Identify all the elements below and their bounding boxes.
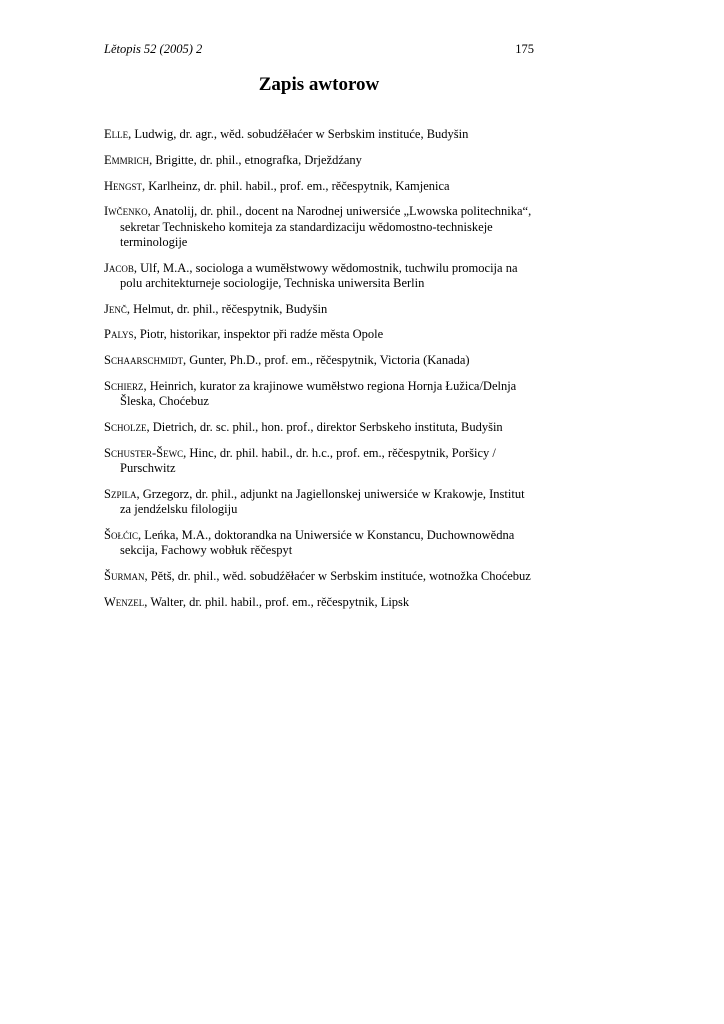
author-entry bbox=[104, 569, 536, 584]
author-entry bbox=[104, 127, 536, 142]
author-surname: Schierz bbox=[104, 378, 144, 393]
author-details: , Ulf, M.A., sociologa a wuměłstwowy wědomostnik, tuchwilu promocija na polu architekturneje sociologije, Techniska uniwersita Berlin bbox=[120, 260, 518, 290]
author-details: , Piotr, historikar, inspektor při radźe města Opole bbox=[133, 327, 384, 342]
author-surname: Hengst bbox=[104, 178, 143, 193]
author-entry bbox=[104, 528, 536, 558]
author-entry bbox=[104, 179, 536, 194]
author-surname: Šołćic bbox=[104, 527, 138, 542]
author-entry bbox=[104, 204, 536, 250]
page-number: 175 bbox=[515, 42, 534, 56]
author-details: , Heinrich, kurator za krajinowe wuměłstwo regiona Hornja Łužica/Delnja Šleska, Choćebuz bbox=[120, 378, 517, 409]
page-title: Zapis awtorow bbox=[258, 74, 380, 95]
author-details: , Dietrich, dr. sc. phil., hon. prof., direktor Serbskeho instituta, Budyšin bbox=[146, 419, 503, 434]
author-surname: Wenzel bbox=[104, 594, 145, 609]
author-surname: Palys bbox=[104, 327, 134, 342]
author-entry bbox=[104, 302, 536, 317]
author-surname: Šurman bbox=[104, 568, 145, 583]
author-entry bbox=[104, 446, 536, 476]
author-entry bbox=[104, 487, 536, 517]
author-surname: Schuster-Šewc bbox=[104, 445, 184, 460]
author-list bbox=[104, 127, 536, 620]
author-surname: Schaarschmidt bbox=[104, 353, 183, 368]
author-details: , Karlheinz, dr. phil. habil., prof. em., rěčespytnik, Kamjenica bbox=[142, 178, 450, 193]
author-details: , Walter, dr. phil. habil., prof. em., rěčespytnik, Lipsk bbox=[144, 594, 410, 609]
author-details: , Ludwig, dr. agr., wěd. sobudźěłaćer w Serbskim instituće, Budyšin bbox=[128, 127, 469, 141]
author-surname: Scholze bbox=[104, 419, 147, 434]
author-details: , Hinc, dr. phil. habil., dr. h.c., prof. em., rěčespytnik, Poršicy / Purschwitz bbox=[120, 445, 496, 475]
author-entry bbox=[104, 595, 536, 610]
author-surname: Szpila bbox=[104, 486, 137, 501]
author-details: , Anatolij, dr. phil., docent na Narodnej uniwersiće „Lwowska politechnika“, sekretar Techniskeho komiteja za standardizaciju wědomostno-techniskeje terminologije bbox=[120, 204, 532, 249]
author-details: , Gunter, Ph.D., prof. em., rěčespytnik, Victoria (Kanada) bbox=[182, 353, 470, 368]
author-details: , Pětš, dr. phil., wěd. sobudźěłaćer w Serbskim instituće, wotnožka Choćebuz bbox=[144, 568, 531, 583]
running-title: Lětopis 52 (2005) 2 bbox=[104, 42, 203, 56]
author-details: , Leńka, M.A., doktorandka na Uniwersiće w Konstancu, Duchownowědna sekcija, Fachowy wobłuk rěčespyt bbox=[120, 527, 515, 557]
author-entry bbox=[104, 420, 536, 435]
author-entry bbox=[104, 261, 536, 291]
author-surname: Elle bbox=[104, 127, 129, 141]
author-entry bbox=[104, 379, 536, 409]
author-surname: Jacob bbox=[104, 260, 134, 275]
author-entry bbox=[104, 353, 536, 368]
author-surname: Emmrich bbox=[104, 152, 150, 167]
author-details: , Brigitte, dr. phil., etnografka, Drježdźany bbox=[149, 152, 362, 167]
author-surname: Iwčenko bbox=[104, 204, 148, 219]
author-details: , Helmut, dr. phil., rěčespytnik, Budyšin bbox=[126, 301, 328, 316]
author-entry bbox=[104, 153, 536, 168]
author-details: , Grzegorz, dr. phil., adjunkt na Jagiellonskej uniwersiće w Krakowje, Institut za jendźelsku filologiju bbox=[120, 486, 525, 516]
author-surname: Jenč bbox=[104, 301, 127, 316]
author-entry bbox=[104, 327, 536, 342]
